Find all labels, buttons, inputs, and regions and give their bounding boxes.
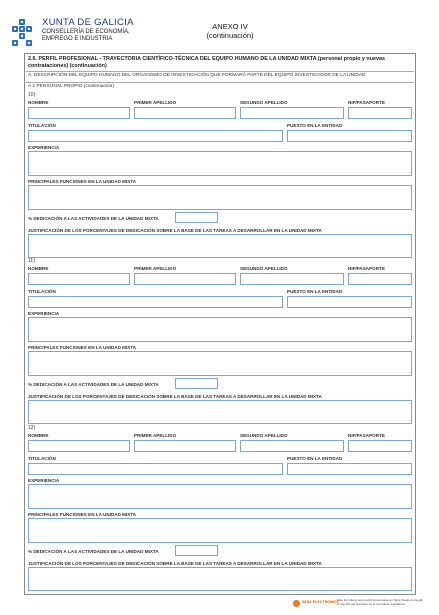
justificacion-textarea[interactable] <box>28 234 412 258</box>
primer-apellido-input[interactable] <box>134 107 236 119</box>
dedicacion-label: % DEDICACIÓN A LAS ACTIVIDADES DE LA UNIDAD MIXTA <box>28 216 159 221</box>
experiencia-textarea[interactable] <box>28 317 412 342</box>
nombre-label: NOMBRE <box>28 433 49 438</box>
experiencia-textarea[interactable] <box>28 484 412 509</box>
sede-electronica-icon <box>293 600 300 607</box>
segundo-apellido-label: SEGUNDO APELLIDO <box>240 100 288 105</box>
divider <box>26 82 414 83</box>
funciones-label: PRINCIPALES FUNCIONES EN LA UNIDAD MIXTA <box>28 512 137 517</box>
nombre-label: NOMBRE <box>28 100 49 105</box>
footer-text: Este formulario solo podrá presentarse en https://sede.xunta.gal en las formas previstas en la normativa reguladora <box>337 598 423 606</box>
section-subtitle-a: A. DESCRIPCIÓN DEL EQUIPO HUMANO DEL ORGANISMO DE INVESTIGACIÓN QUE FORMARÁ PARTE DEL EQUIPO INVESTIGADOR DE LA UNIDAD <box>28 73 366 78</box>
justificacion-label: JUSTIFICACIÓN DE LOS PORCENTAJES DE DEDICACIÓN SOBRE LA BASE DE LAS TAREAS A DESARROLLAR EN LA UNIDAD MIXTA <box>28 561 322 566</box>
annex-title: ANEXO IV <box>212 22 248 31</box>
org-name: XUNTA DE GALICIA <box>42 17 134 28</box>
annex-subtitle: (continuación) <box>206 31 254 41</box>
dedicacion-input[interactable] <box>175 212 218 223</box>
nif-input[interactable] <box>348 107 412 119</box>
dedicacion-label: % DEDICACIÓN A LAS ACTIVIDADES DE LA UNIDAD MIXTA <box>28 382 159 387</box>
segundo-apellido-input[interactable] <box>240 273 344 285</box>
titulacion-label: TITULACIÓN <box>28 289 56 294</box>
funciones-textarea[interactable] <box>28 518 412 543</box>
titulacion-input[interactable] <box>28 296 283 308</box>
segundo-apellido-label: SEGUNDO APELLIDO <box>240 266 288 271</box>
footer <box>293 599 423 609</box>
person-number: 12) <box>28 425 36 431</box>
nombre-input[interactable] <box>28 440 130 452</box>
nombre-input[interactable] <box>28 273 130 285</box>
segundo-apellido-input[interactable] <box>240 440 344 452</box>
justificacion-textarea[interactable] <box>28 400 412 424</box>
funciones-textarea[interactable] <box>28 351 412 376</box>
experiencia-label: EXPERIENCIA <box>28 311 60 316</box>
primer-apellido-label: PRIMER APELLIDO <box>134 266 177 271</box>
titulacion-label: TITULACIÓN <box>28 456 56 461</box>
dedicacion-label: % DEDICACIÓN A LAS ACTIVIDADES DE LA UNIDAD MIXTA <box>28 549 159 554</box>
primer-apellido-input[interactable] <box>134 273 236 285</box>
funciones-label: PRINCIPALES FUNCIONES EN LA UNIDAD MIXTA <box>28 179 137 184</box>
footer-brand: SEDE ELECTRÓNICA <box>302 600 339 604</box>
xunta-cross-icon <box>8 18 36 48</box>
dept-line-2: EMPREGO E INDUSTRIA <box>42 35 113 42</box>
puesto-input[interactable] <box>287 296 412 308</box>
puesto-label: PUESTO EN LA ENTIDAD <box>287 456 343 461</box>
section-subtitle-a1: A.1 PERSONAL PROPIO (continuación) <box>28 84 114 89</box>
section-title: 2.6. PERFIL PROFESIONAL - TRAYECTORIA CIENTÍFICO-TÉCNICA DEL EQUIPO HUMANO DE LA UNIDAD MIXTA (personal propio y nuevas contrataciones) (continuación) <box>28 56 386 70</box>
person-number: 11) <box>28 258 35 264</box>
nif-label: NIF/PASAPORTE <box>348 100 385 105</box>
primer-apellido-input[interactable] <box>134 440 236 452</box>
puesto-label: PUESTO EN LA ENTIDAD <box>287 289 343 294</box>
titulacion-input[interactable] <box>28 463 283 475</box>
titulacion-input[interactable] <box>28 130 283 142</box>
nombre-input[interactable] <box>28 107 130 119</box>
segundo-apellido-input[interactable] <box>240 107 344 119</box>
organization-block <box>42 18 134 43</box>
dept-line-1: CONSELLERÍA DE ECONOMÍA, <box>42 28 130 35</box>
annex-heading <box>170 22 290 41</box>
justificacion-textarea[interactable] <box>28 567 412 591</box>
dedicacion-input[interactable] <box>175 378 218 389</box>
segundo-apellido-label: SEGUNDO APELLIDO <box>240 433 288 438</box>
justificacion-label: JUSTIFICACIÓN DE LOS PORCENTAJES DE DEDICACIÓN SOBRE LA BASE DE LAS TAREAS A DESARROLLAR EN LA UNIDAD MIXTA <box>28 228 322 233</box>
justificacion-label: JUSTIFICACIÓN DE LOS PORCENTAJES DE DEDICACIÓN SOBRE LA BASE DE LAS TAREAS A DESARROLLAR EN LA UNIDAD MIXTA <box>28 394 322 399</box>
puesto-input[interactable] <box>287 130 412 142</box>
nif-input[interactable] <box>348 440 412 452</box>
nif-input[interactable] <box>348 273 412 285</box>
primer-apellido-label: PRIMER APELLIDO <box>134 100 177 105</box>
nif-label: NIF/PASAPORTE <box>348 266 385 271</box>
nif-label: NIF/PASAPORTE <box>348 433 385 438</box>
nombre-label: NOMBRE <box>28 266 49 271</box>
titulacion-label: TITULACIÓN <box>28 123 56 128</box>
person-number: 10) <box>28 92 36 98</box>
funciones-label: PRINCIPALES FUNCIONES EN LA UNIDAD MIXTA <box>28 345 137 350</box>
experiencia-label: EXPERIENCIA <box>28 145 60 150</box>
divider <box>26 71 414 72</box>
dedicacion-input[interactable] <box>175 545 218 556</box>
puesto-input[interactable] <box>287 463 412 475</box>
puesto-label: PUESTO EN LA ENTIDAD <box>287 123 343 128</box>
primer-apellido-label: PRIMER APELLIDO <box>134 433 177 438</box>
experiencia-textarea[interactable] <box>28 151 412 176</box>
funciones-textarea[interactable] <box>28 185 412 210</box>
experiencia-label: EXPERIENCIA <box>28 478 60 483</box>
